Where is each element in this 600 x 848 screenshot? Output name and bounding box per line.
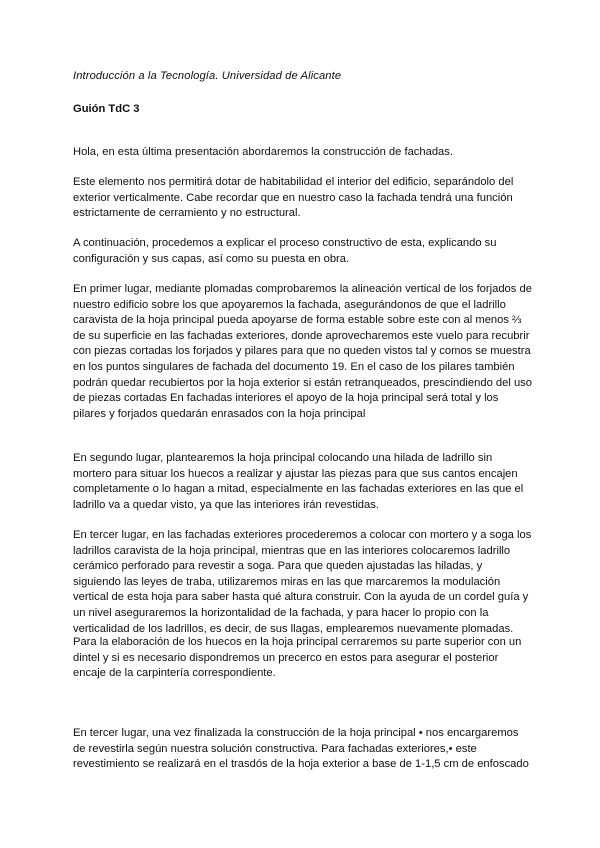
text-line: pilares y forjados quedarán enrasados con la hoja principal — [73, 407, 366, 420]
text-line: exterior verticalmente. Cabe recordar que en nuestro caso la fachada tendrá una función — [73, 191, 513, 204]
text-line: un nivel aseguraremos la horizontalidad de la fachada, y para hacer lo propio con la — [73, 606, 489, 619]
text-line: mortero para situar los huecos a realizar y ajustar las piezas para que sus cantos encajen — [73, 467, 518, 480]
paragraph-intro — [73, 145, 543, 161]
text-line: de su superficie en las fachadas exteriores, donde aprovecharemos este vuelo para recubrir — [73, 329, 530, 342]
text-line: siguiendo las leyes de traba, utilizaremos miras en las que marcaremos la modulación — [73, 575, 501, 588]
text-line: En primer lugar, mediante plomadas comprobaremos la alineación vertical de los forjados de — [73, 283, 532, 295]
paragraph-third-step — [73, 528, 543, 637]
text-line: ladrillos caravista de la hoja principal, mientras que en las interiores colocaremos ladrillo — [73, 544, 511, 557]
document-header: Introducción a la Tecnología. Universidad de Alicante — [73, 70, 342, 82]
text-line: configuración y sus capas, así como su puesta en obra. — [73, 252, 350, 265]
paragraph-second-step — [73, 451, 543, 513]
paragraph-openings — [73, 635, 543, 682]
paragraph-first-step — [73, 282, 543, 422]
text-line: revestimiento se realizará en el trasdós de la hoja exterior a base de 1-1,5 cm de enfoscado — [73, 758, 529, 771]
paragraph-cladding — [73, 726, 543, 773]
text-line: caravista de la hoja principal pueda apoyarse de forma estable sobre este con al menos ⅔ — [73, 314, 522, 327]
text-line: verticalidad de los ladrillos, es decir, de sus llagas, emplearemos nuevamente plomadas. — [73, 622, 514, 635]
text-line: dintel y si es necesario dispondremos un precerco en estos para asegurar el posterior — [73, 651, 499, 664]
text-line: de piezas cortadas En fachadas interiores el apoyo de la hoja principal será total y los — [73, 392, 499, 405]
document-subtitle: Guión TdC 3 — [73, 103, 140, 115]
text-line: nuestro edificio sobre los que apoyaremos la fachada, asegurándonos de que el ladrillo — [73, 298, 506, 311]
text-line: encaje de la carpintería correspondiente. — [73, 667, 276, 680]
text-line: ladrillo va a quedar visto, ya que las interiores irán revestidas. — [73, 498, 379, 511]
text-line: cerámico perforado para revestir a soga. Para que queden ajustadas las hiladas, y — [73, 560, 483, 573]
text-line: A continuación, procedemos a explicar el proceso constructivo de esta, explicando su — [73, 237, 497, 249]
text-line: Hola, en esta última presentación abordaremos la construcción de fachadas. — [73, 146, 453, 158]
text-line: En tercer lugar, en las fachadas exteriores procederemos a colocar con mortero y a soga los — [73, 529, 532, 541]
text-line: completamente o lo hagan a mitad, especialmente en las fachadas exteriores en las que el — [73, 483, 524, 496]
text-line: de revestirla según nuestra solución constructiva. Para fachadas exteriores,• este — [73, 742, 477, 755]
text-line: En tercer lugar, una vez finalizada la construcción de la hoja principal • nos encargaremos — [73, 727, 519, 739]
text-line: vertical de esta hoja para saber hasta qué altura construir. Con la ayuda de un cordel guía y — [73, 591, 529, 604]
paragraph-element — [73, 175, 543, 222]
text-line: estrictamente de cerramiento y no estructural. — [73, 207, 301, 220]
text-line: Para la elaboración de los huecos en la hoja principal cerraremos su parte superior con un — [73, 636, 522, 648]
text-line: en los puntos singulares de fachada del documento 19. En el caso de los pilares también — [73, 360, 515, 373]
text-line: podrán quedar recubiertos por la hoja exterior si están retranqueados, prescindiendo del uso — [73, 376, 532, 389]
paragraph-continuation — [73, 236, 543, 267]
text-line: Este elemento nos permitirá dotar de habitabilidad el interior del edificio, separándolo del — [73, 176, 514, 188]
text-line: con piezas cortadas los forjados y pilares para que no queden vistos tal y comos se muestra — [73, 345, 531, 358]
text-line: En segundo lugar, plantearemos la hoja principal colocando una hilada de ladrillo sin — [73, 452, 493, 464]
